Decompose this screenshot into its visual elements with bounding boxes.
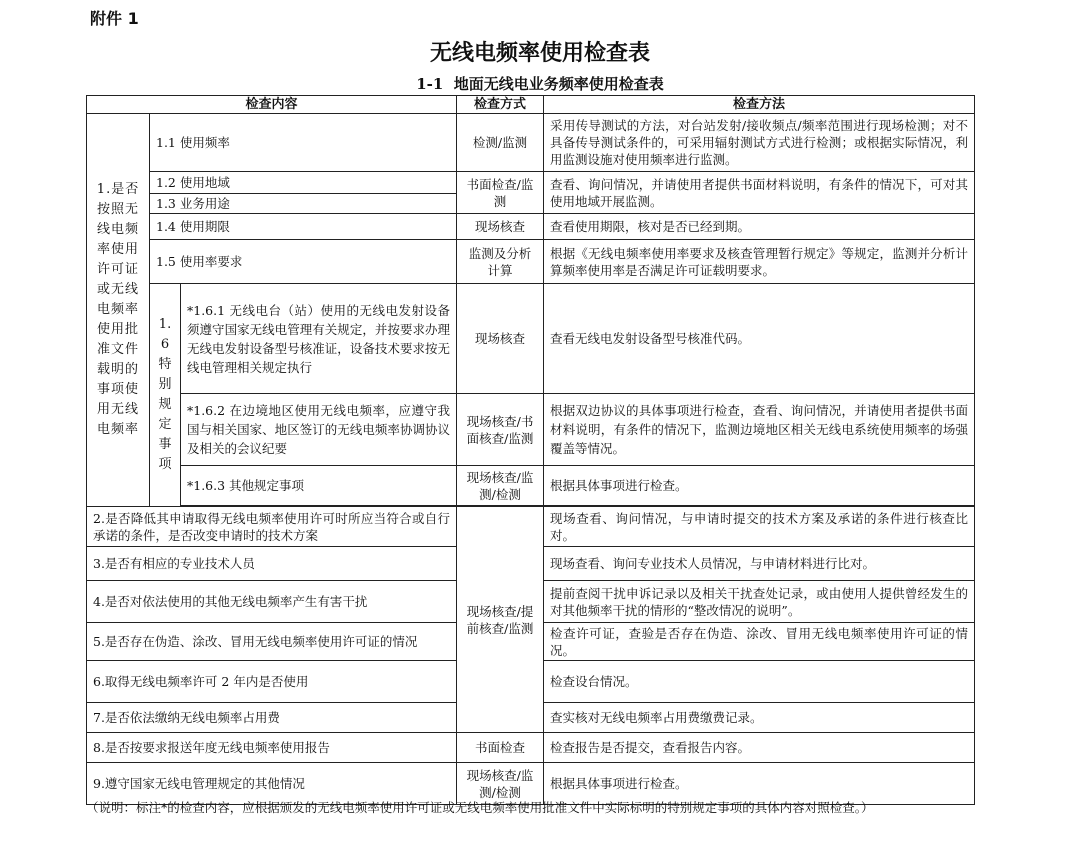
header-content: 检查内容: [87, 96, 457, 114]
item1-label: 1.是否按照无线电频率使用许可证或无线电频率使用批准文件载明的事项使用无线电频率: [87, 114, 150, 507]
header-mode: 检查方式: [457, 96, 544, 114]
item-5-label: 5.是否存在伪造、涂改、冒用无线电频率使用许可证的情况: [87, 623, 457, 661]
table-row: [87, 733, 975, 763]
item-2-method: 现场查看、询问情况，与申请时提交的技术方案及承诺的条件进行核查比对。: [544, 507, 975, 547]
item-6-method: 检查设台情况。: [544, 661, 975, 703]
subtitle-number: 1-1: [416, 75, 444, 93]
item-3-method: 现场查看、询问专业技术人员情况，与申请材料进行比对。: [544, 547, 975, 581]
item-1-6-3-label: *1.6.3 其他规定事项: [181, 466, 457, 506]
item-1-6-label: 1.6特别规定事项: [150, 284, 181, 507]
item-1-6-1-method: 查看无线电发射设备型号核准代码。: [544, 284, 975, 394]
item-1-4-label: 1.4 使用期限: [150, 214, 457, 240]
item-4-label: 4.是否对依法使用的其他无线电频率产生有害干扰: [87, 581, 457, 623]
item-7-method: 查实核对无线电频率占用费缴费记录。: [544, 703, 975, 733]
table-row: [87, 114, 975, 172]
header-method: 检查方法: [544, 96, 975, 114]
items-2-7-mode: 现场核查/提前核查/监测: [457, 507, 544, 733]
item-1-5-label: 1.5 使用率要求: [150, 240, 457, 284]
table-row: [87, 394, 975, 466]
item-8-mode: 书面检查: [457, 733, 544, 763]
item-5-method: 检查许可证，查验是否存在伪造、涂改、冒用无线电频率使用许可证的情况。: [544, 623, 975, 661]
attachment-label: 附件 1: [90, 9, 139, 28]
header-row: [87, 96, 975, 114]
table-row: [87, 214, 975, 240]
footnote: （说明：标注*的检查内容，应根据颁发的无线电频率使用许可证或无线电频率使用批准文件中实际标明的特别规定事项的具体内容对照检查。）: [86, 800, 874, 815]
item-9-mode: 现场核查/监测/检测: [457, 763, 544, 805]
inspection-table: [86, 95, 975, 805]
item-1-6-3-method: 根据具体事项进行检查。: [544, 466, 975, 506]
subtitle-text: 地面无线电业务频率使用检查表: [453, 75, 664, 93]
item-1-6-3-mode: 现场核查/监测/检测: [457, 466, 544, 506]
item-1-2-mode: 书面检查/监测: [457, 172, 544, 214]
item-3-label: 3.是否有相应的专业技术人员: [87, 547, 457, 581]
table-row: [87, 466, 975, 506]
item-9-method: 根据具体事项进行检查。: [544, 763, 975, 805]
item-4-method: 提前查阅干扰申诉记录以及相关干扰查处记录，或由使用人提供曾经发生的对其他频率干扰的情形的“整改情况的说明”。: [544, 581, 975, 623]
table-subtitle: [0, 73, 1080, 94]
item-2-label: 2.是否降低其申请取得无线电频率使用许可时所应当符合或自行承诺的条件，是否改变申请时的技术方案: [87, 507, 457, 547]
item-8-label: 8.是否按要求报送年度无线电频率使用报告: [87, 733, 457, 763]
item-6-label: 6.取得无线电频率许可 2 年内是否使用: [87, 661, 457, 703]
item-1-6-1-mode: 现场核查: [457, 284, 544, 394]
item-1-1-mode: 检测/监测: [457, 114, 544, 172]
item-1-4-method: 查看使用期限，核对是否已经到期。: [544, 214, 975, 240]
item-1-6-2-label: *1.6.2 在边境地区使用无线电频率，应遵守我国与相关国家、地区签订的无线电频率协调协议及相关的会议纪要: [181, 394, 457, 466]
item-1-5-mode: 监测及分析计算: [457, 240, 544, 284]
item-1-1-label: 1.1 使用频率: [150, 114, 457, 172]
item-9-label: 9.遵守国家无线电管理规定的其他情况: [87, 763, 457, 805]
item-1-6-2-mode: 现场核查/书面核查/监测: [457, 394, 544, 466]
table-row: [87, 507, 975, 547]
item-8-method: 检查报告是否提交，查看报告内容。: [544, 733, 975, 763]
item-1-3-label: 1.3 业务用途: [150, 194, 457, 214]
item-7-label: 7.是否依法缴纳无线电频率占用费: [87, 703, 457, 733]
table-row: [87, 172, 975, 194]
item-1-6-2-method: 根据双边协议的具体事项进行检查，查看、询问情况，并请使用者提供书面材料说明，有条件的情况下，监测边境地区相关无线电系统使用频率的场强覆盖等情况。: [544, 394, 975, 466]
page-title: 无线电频率使用检查表: [429, 41, 650, 66]
item-1-6-1-label: *1.6.1 无线电台（站）使用的无线电发射设备须遵守国家无线电管理有关规定，并按要求办理无线电发射设备型号核准证，设备技术要求按无线电管理相关规定执行: [181, 284, 457, 394]
item-1-4-mode: 现场核查: [457, 214, 544, 240]
item-1-1-method: 采用传导测试的方法，对台站发射/接收频点/频率范围进行现场检测；对不具备传导测试条件的，可采用辐射测试方式进行检测；或根据实际情况，利用监测设施对使用频率进行监测。: [544, 114, 975, 172]
item-1-2-label: 1.2 使用地域: [150, 172, 457, 194]
item-1-2-method: 查看、询问情况，并请使用者提供书面材料说明，有条件的情况下，可对其使用地域开展监测。: [544, 172, 975, 214]
table-row: [87, 240, 975, 284]
table-row: [87, 284, 975, 394]
item-1-5-method: 根据《无线电频率使用率要求及核查管理暂行规定》等规定，监测并分析计算频率使用率是否满足许可证载明要求。: [544, 240, 975, 284]
